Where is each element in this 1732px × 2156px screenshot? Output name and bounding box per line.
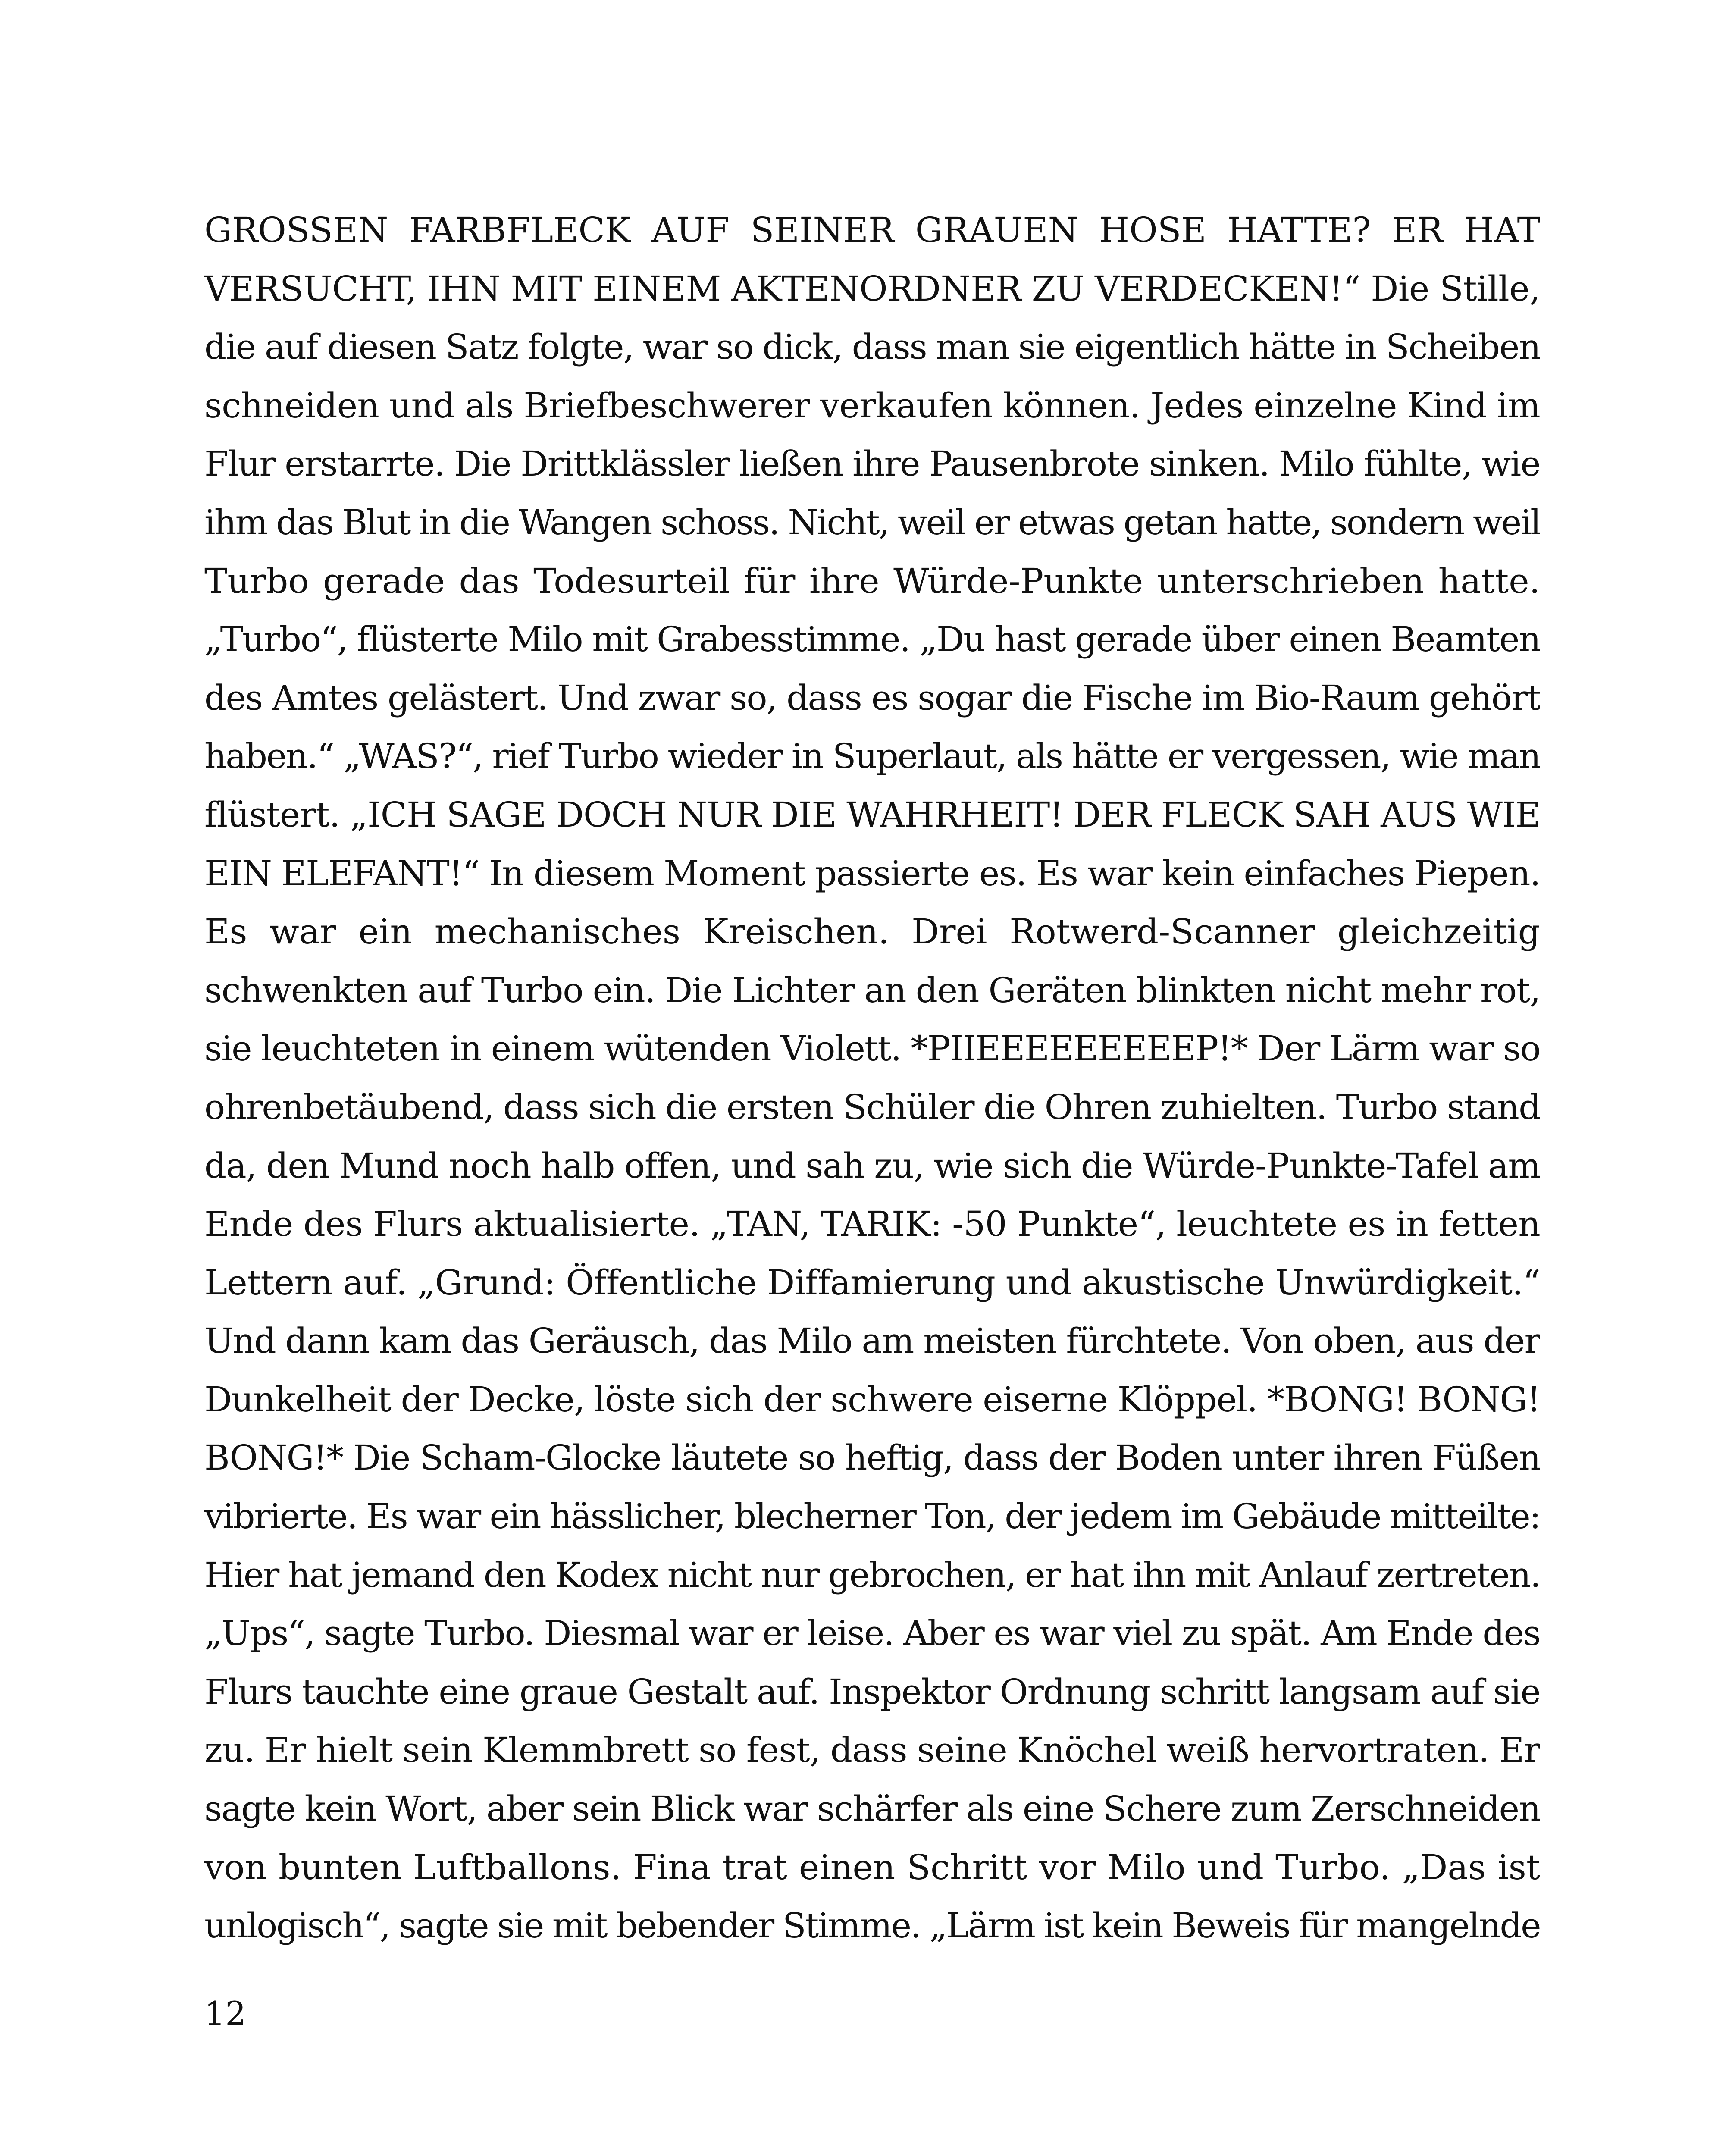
text-line: „Turbo“, flüsterte Milo mit Grabesstimme. „Du hast gerade über einen Beamten xyxy=(204,619,1540,660)
text-line: VERSUCHT, IHN MIT EINEM AKTENORDNER ZU VERDECKEN!“ Die Stille, xyxy=(204,268,1540,309)
text-line: flüstert. „ICH SAGE DOCH NUR DIE WAHRHEIT! DER FLECK SAH AUS WIE xyxy=(204,794,1540,835)
text-line: Lettern auf. „Grund: Öffentliche Diffamierung und akustische Unwürdigkeit.“ xyxy=(204,1262,1540,1303)
text-line: Flur erstarrte. Die Drittklässler ließen ihre Pausenbrote sinken. Milo fühlte, wie xyxy=(204,444,1540,484)
text-line: Und dann kam das Geräusch, das Milo am meisten fürchtete. Von oben, aus der xyxy=(204,1321,1540,1361)
text-line: BONG!* Die Scham-Glocke läutete so heftig, dass der Boden unter ihren Füßen xyxy=(204,1438,1540,1478)
text-line: Dunkelheit der Decke, löste sich der schwere eiserne Klöppel. *BONG! BONG! xyxy=(204,1379,1540,1420)
text-line: die auf diesen Satz folgte, war so dick, dass man sie eigentlich hätte in Scheiben xyxy=(204,327,1540,367)
text-line: zu. Er hielt sein Klemmbrett so fest, dass seine Knöchel weiß hervortraten. Er xyxy=(204,1730,1540,1771)
text-line: schneiden und als Briefbeschwerer verkaufen können. Jedes einzelne Kind im xyxy=(204,385,1540,426)
text-line: da, den Mund noch halb offen, und sah zu, wie sich die Würde-Punkte-Tafel am xyxy=(204,1145,1540,1186)
text-line: schwenkten auf Turbo ein. Die Lichter an den Geräten blinkten nicht mehr rot, xyxy=(204,970,1540,1010)
body-text xyxy=(204,201,1540,1955)
text-line: Flurs tauchte eine graue Gestalt auf. Inspektor Ordnung schritt langsam auf sie xyxy=(204,1671,1540,1712)
text-line: „Ups“, sagte Turbo. Diesmal war er leise. Aber es war viel zu spät. Am Ende des xyxy=(204,1613,1540,1654)
text-line: vibrierte. Es war ein hässlicher, blecherner Ton, der jedem im Gebäude mitteilte: xyxy=(204,1496,1540,1537)
text-line: EIN ELEFANT!“ In diesem Moment passierte es. Es war kein einfaches Piepen. xyxy=(204,853,1540,893)
text-line: sagte kein Wort, aber sein Blick war schärfer als eine Schere zum Zerschneiden xyxy=(204,1789,1540,1829)
text-line: ohrenbetäubend, dass sich die ersten Schüler die Ohren zuhielten. Turbo stand xyxy=(204,1087,1540,1127)
text-line: unlogisch“, sagte sie mit bebender Stimme. „Lärm ist kein Beweis für mangelnde xyxy=(204,1905,1540,1946)
page-number: 12 xyxy=(204,1994,246,2033)
text-line: Hier hat jemand den Kodex nicht nur gebrochen, er hat ihn mit Anlauf zertreten. xyxy=(204,1554,1540,1595)
text-line: ihm das Blut in die Wangen schoss. Nicht, weil er etwas getan hatte, sondern weil xyxy=(204,502,1540,542)
text-line: GROSSEN FARBFLECK AUF SEINER GRAUEN HOSE HATTE? ER HAT xyxy=(204,210,1540,250)
text-line: von bunten Luftballons. Fina trat einen Schritt vor Milo und Turbo. „Das ist xyxy=(204,1847,1540,1887)
text-line: des Amtes gelästert. Und zwar so, dass es sogar die Fische im Bio-Raum gehört xyxy=(204,677,1540,718)
text-line: Ende des Flurs aktualisierte. „TAN, TARIK: -50 Punkte“, leuchtete es in fetten xyxy=(204,1204,1540,1244)
text-line: Turbo gerade das Todesurteil für ihre Würde-Punkte unterschrieben hatte. xyxy=(204,561,1540,601)
text-line: Es war ein mechanisches Kreischen. Drei Rotwerd-Scanner gleichzeitig xyxy=(204,912,1540,952)
text-line: haben.“ „WAS?“, rief Turbo wieder in Superlaut, als hätte er vergessen, wie man xyxy=(204,736,1540,777)
text-line: sie leuchteten in einem wütenden Violett. *PIIEEEEEEEEEP!* Der Lärm war so xyxy=(204,1028,1540,1069)
